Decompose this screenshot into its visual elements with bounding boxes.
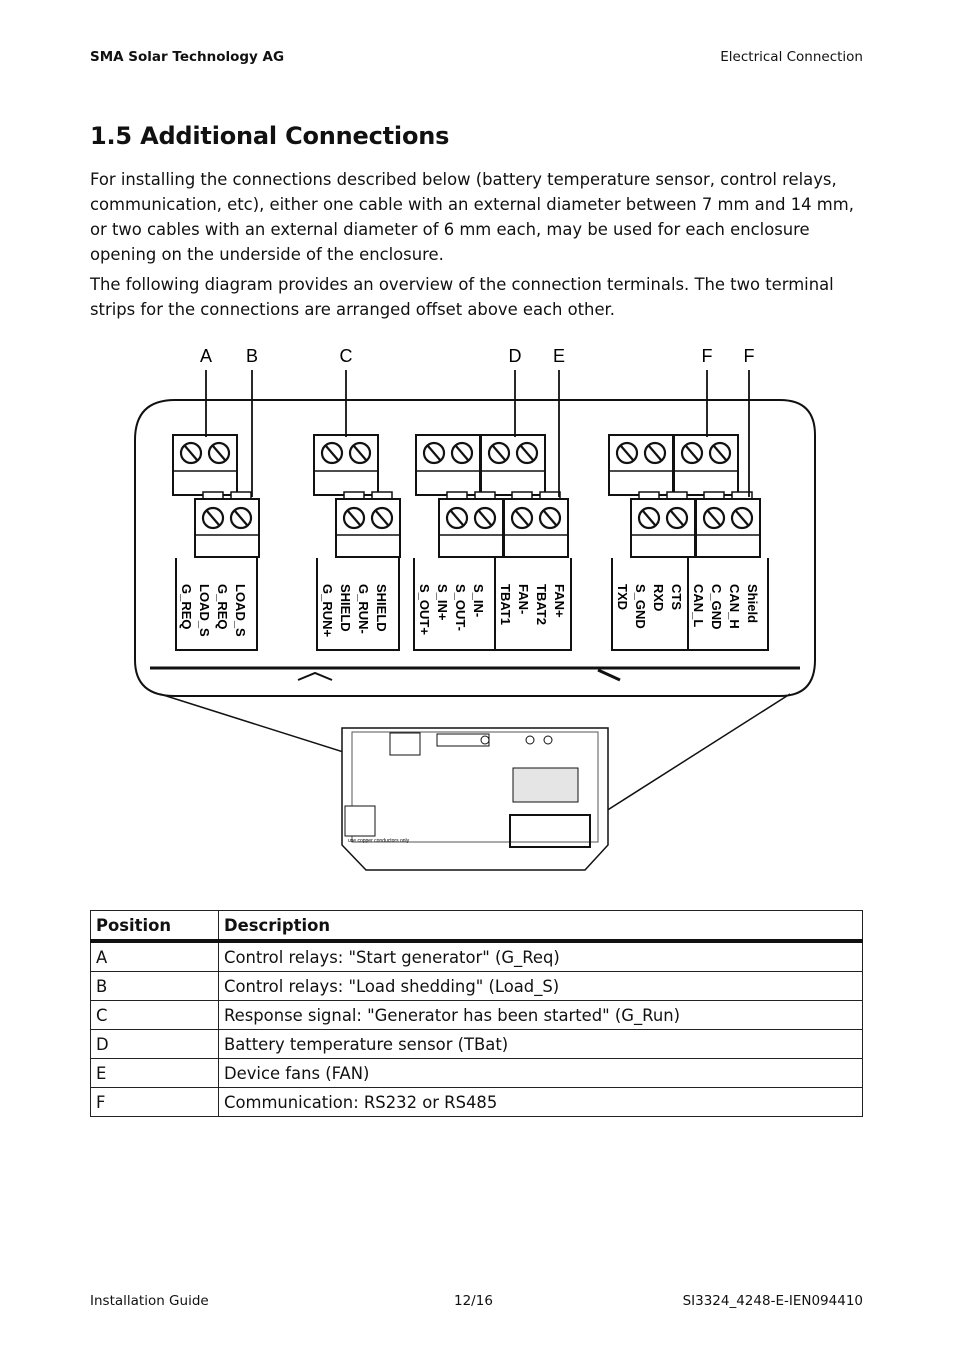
terminal-tab — [447, 492, 467, 499]
callout-letter: E — [552, 346, 566, 366]
footer-document-id: SI3324_4248-E-IEN094410 — [682, 1293, 863, 1309]
terminal-label: G_RUN+ — [320, 584, 335, 638]
terminal-label: S_IN- — [471, 584, 486, 618]
table-row — [91, 1030, 863, 1059]
terminal-tab — [203, 492, 223, 499]
terminal-block — [314, 435, 378, 495]
table-cell-position: C — [91, 1001, 219, 1030]
terminal-block — [631, 499, 695, 557]
terminal-label: SHIELD — [374, 584, 389, 632]
terminal-label: S_OUT+ — [417, 584, 432, 635]
device-terminal-left — [345, 806, 375, 836]
table-cell-position: F — [91, 1088, 219, 1117]
rail-mark — [298, 673, 332, 680]
terminal-block — [195, 499, 259, 557]
terminal-block — [504, 499, 568, 557]
terminal-tab — [372, 492, 392, 499]
callout-letter: F — [743, 346, 755, 366]
callout-letter: D — [508, 346, 522, 366]
terminal-label: S_GND — [633, 584, 648, 629]
connection-terminals-diagram — [90, 340, 820, 890]
terminal-label: G_RUN- — [356, 584, 371, 634]
paragraph-cable-info: For installing the connections described below (battery temperature sensor, control relays, communication, etc), either one cable with an external diameter between 7 mm and 14 mm, or two cables with an external diameter of 6 mm each, may be used for each enclosure opening on the underside of the enclosure. — [90, 170, 854, 264]
terminal-label: C_GND — [709, 584, 724, 630]
header-company: SMA Solar Technology AG — [90, 49, 285, 65]
terminal-label: LOAD_S — [197, 584, 212, 637]
table-cell-description: Device fans (FAN) — [219, 1059, 863, 1088]
terminal-label: TXD — [615, 584, 630, 610]
paragraph-diagram-intro: The following diagram provides an overview of the connection terminals. The two terminal strips for the connections are arranged offset above each other. — [90, 275, 834, 319]
terminal-tab — [344, 492, 364, 499]
terminal-tab — [667, 492, 687, 499]
terminal-block — [173, 435, 237, 495]
terminal-tab — [639, 492, 659, 499]
section-title: 1.5 Additional Connections — [90, 122, 450, 150]
table-cell-description: Control relays: "Load shedding" (Load_S) — [219, 972, 863, 1001]
callout-letter: A — [199, 346, 213, 366]
terminal-label: RXD — [651, 584, 666, 612]
terminal-block — [439, 499, 503, 557]
terminal-tab — [475, 492, 495, 499]
table-cell-description: Communication: RS232 or RS485 — [219, 1088, 863, 1117]
rail-mark — [598, 670, 620, 680]
position-table — [90, 910, 863, 1117]
table-header-description: Description — [219, 911, 863, 942]
table-header-row — [91, 911, 863, 942]
terminal-label: G_REQ — [179, 584, 194, 630]
table-cell-position: A — [91, 941, 219, 972]
terminal-block — [674, 435, 738, 495]
table-cell-description: Battery temperature sensor (TBat) — [219, 1030, 863, 1059]
terminal-tab — [540, 492, 560, 499]
zoom-line — [595, 694, 790, 818]
terminal-label: CAN_L — [691, 584, 706, 628]
terminal-block — [609, 435, 673, 495]
terminal-block — [481, 435, 545, 495]
table-cell-position: B — [91, 972, 219, 1001]
terminal-tab — [704, 492, 724, 499]
terminal-label: S_IN+ — [435, 584, 450, 621]
table-header-position: Position — [91, 911, 219, 942]
callout-letter: B — [245, 346, 259, 366]
terminal-label: LOAD_S — [233, 584, 248, 637]
terminal-label: Shield — [745, 584, 760, 624]
header-section: Electrical Connection — [720, 49, 863, 65]
terminal-tab — [231, 492, 251, 499]
table-row — [91, 941, 863, 972]
table-cell-position: E — [91, 1059, 219, 1088]
footer-page-number: 12/16 — [454, 1293, 493, 1309]
table-cell-description: Control relays: "Start generator" (G_Req) — [219, 941, 863, 972]
terminal-label: FAN+ — [552, 584, 567, 618]
terminal-label: TBAT2 — [534, 584, 549, 625]
terminal-label: FAN- — [516, 584, 531, 615]
callout-letter: C — [339, 346, 353, 366]
device-note: use copper conductors only — [348, 838, 410, 844]
terminal-label: CAN_H — [727, 584, 742, 629]
terminal-label: SHIELD — [338, 584, 353, 632]
device-block — [390, 733, 420, 755]
table-row — [91, 1059, 863, 1088]
table-cell-position: D — [91, 1030, 219, 1059]
callout-letter: F — [701, 346, 713, 366]
terminal-label: TBAT1 — [498, 584, 513, 625]
terminal-tab — [512, 492, 532, 499]
device-board — [513, 768, 578, 802]
terminal-label: CTS — [669, 584, 684, 610]
terminal-label: S_OUT- — [453, 584, 468, 631]
terminal-label: G_REQ — [215, 584, 230, 630]
table-row — [91, 1001, 863, 1030]
terminal-block — [696, 499, 760, 557]
table-cell-description: Response signal: "Generator has been started" (G_Run) — [219, 1001, 863, 1030]
device-button-icon — [481, 736, 489, 744]
table-row — [91, 972, 863, 1001]
terminal-block — [336, 499, 400, 557]
device-button-icon — [526, 736, 534, 744]
footer-guide-name: Installation Guide — [90, 1293, 209, 1309]
device-button-icon — [544, 736, 552, 744]
terminal-block — [416, 435, 480, 495]
table-row — [91, 1088, 863, 1117]
